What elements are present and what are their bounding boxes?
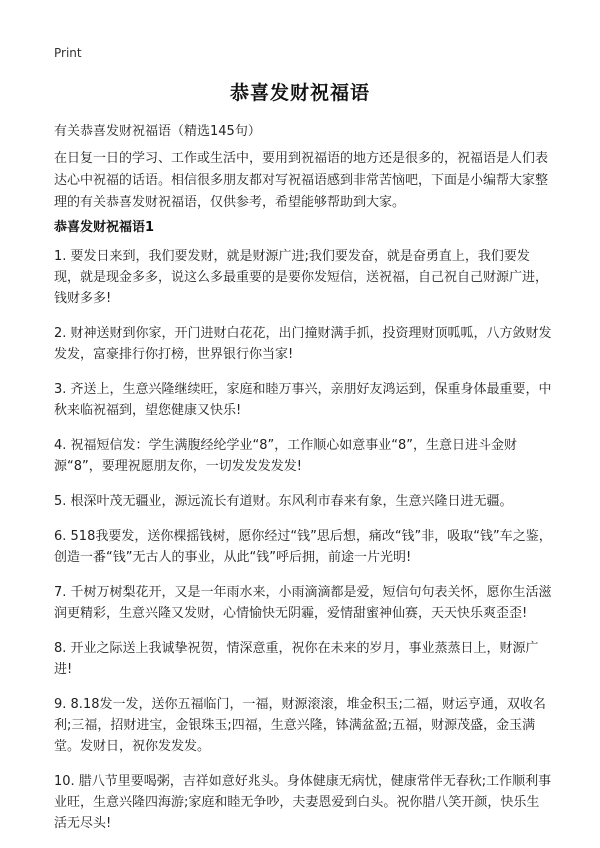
section-heading: 恭喜发财祝福语1 (54, 220, 155, 235)
list-item: 7. 千树万树梨花开，又是一年雨水来，小雨滴滴都是爱，短信句句表关怀，愿你生活滋润更精彩，生意兴隆又发财，心情愉快无阴霾，爱情甜蜜神仙赛，天天快乐爽歪歪! (54, 585, 552, 621)
list-item: 1. 要发日来到，我们要发财，就是财源广进;我们要发奋，就是奋勇直上，我们要发现，就是现金多多，说这么多最重要的是要你发短信，送祝福，自己祝自己财源广进，钱财多多! (54, 249, 549, 306)
list-item: 4. 祝福短信发：学生满腹经纶学业“8”，工作顺心如意事业“8”，生意日进斗金财源“8”，要理祝愿朋友你，一切发发发发发! (54, 438, 518, 474)
list-item: 3. 齐送上，生意兴隆继续旺，家庭和睦万事兴，亲朋好友鸿运到，保重身体最重要，中秋来临祝福到，望您健康又快乐! (54, 382, 552, 418)
page-title: 恭喜发财祝福语 (229, 82, 370, 104)
print-link[interactable]: Print (54, 46, 82, 60)
blessing-list (54, 246, 552, 848)
list-item: 8. 开业之际送上我诚挚祝贺，情深意重，祝你在未来的岁月，事业蒸蒸日上，财源广进! (54, 641, 539, 677)
list-item: 9. 8.18发一发，送你五福临门，一福，财源滚滚，堆金积玉;二福，财运亨通，双收名利;三福，招财进宝，金银珠玉;四福，生意兴隆，钵满盆盈;五福，财源茂盛，金玉满堂。发财日，祝你发发发。 (54, 697, 546, 754)
list-item: 5. 根深叶茂无疆业，源远流长有道财。东风利市春来有象，生意兴隆日进无疆。 (54, 494, 513, 509)
list-item: 2. 财神送财到你家，开门进财白花花，出门撞财满手抓，投资理财顶呱呱，八方敛财发发发，富豪排行你打榜，世界银行你当家! (54, 326, 552, 362)
list-item: 6. 518我要发，送你棵摇钱树，愿你经过“钱”思后想，痛改“钱”非，吸取“钱”车之鉴，创造一番“钱”无古人的事业，从此“钱”呼后拥，前途一片光明! (54, 529, 552, 565)
page-subtitle: 有关恭喜发财祝福语（精选145句） (54, 124, 261, 139)
intro-paragraph: 在日复一日的学习、工作或生活中，要用到祝福语的地方还是很多的，祝福语是人们表达心中祝福的话语。相信很多朋友都对写祝福语感到非常苦恼吧，下面是小编帮大家整理的有关恭喜发财祝福语，仅供参考，希望能够帮助到大家。 (54, 151, 549, 210)
list-item: 10. 腊八节里要喝粥，吉祥如意好兆头。身体健康无病忧，健康常伴无春秋;工作顺利事业旺，生意兴隆四海游;家庭和睦无争吵，夫妻恩爱到白头。祝你腊八笑开颜，快乐生活无尽头! (54, 774, 552, 831)
